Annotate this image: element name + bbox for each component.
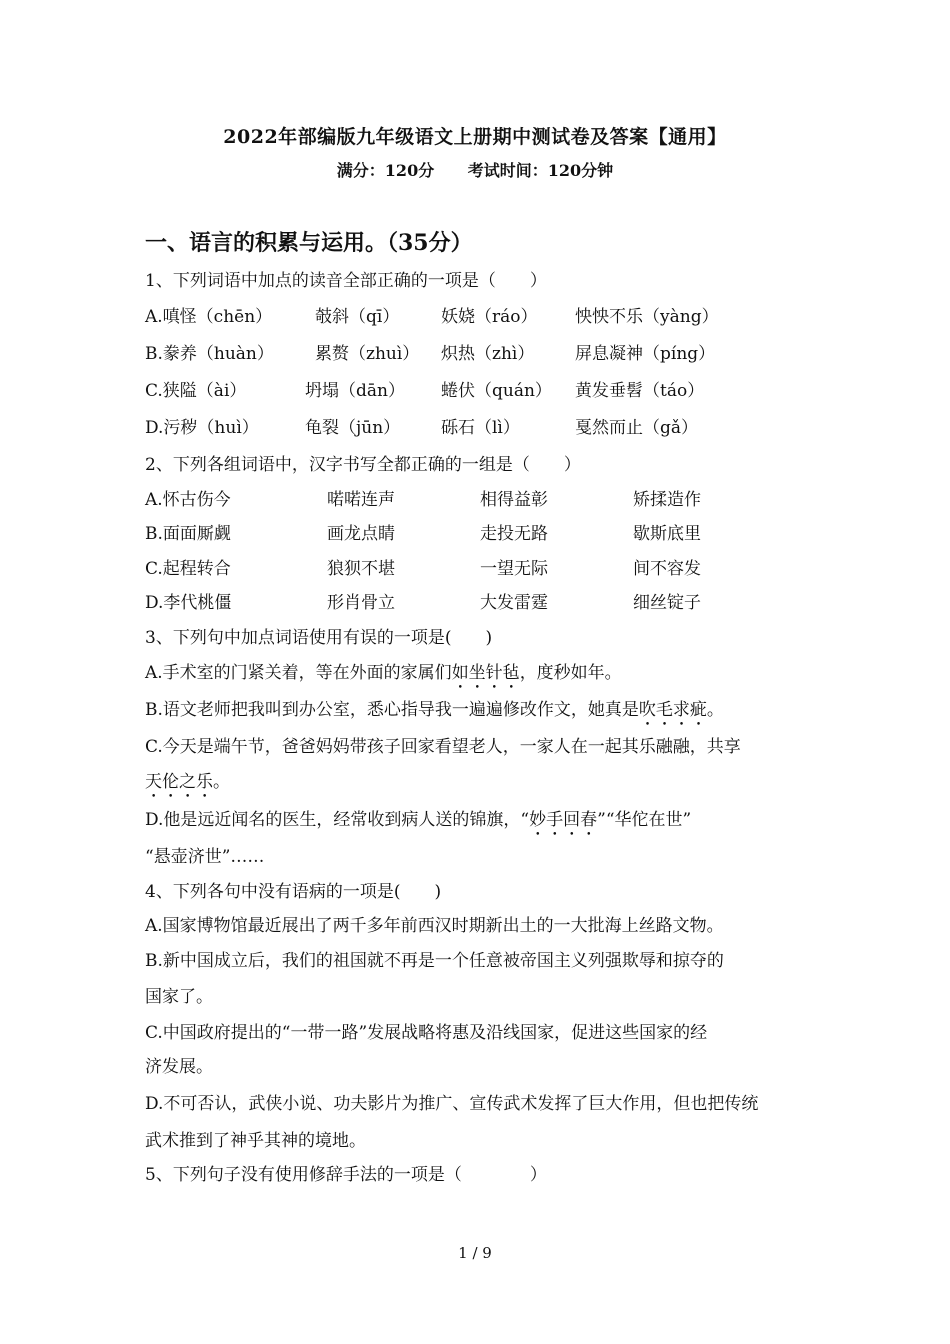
option-text: 。	[706, 700, 724, 720]
question-3-option-d-cont: “悬壶济世”……	[145, 847, 265, 867]
option-text: 。	[213, 772, 230, 792]
option-cell: B.豢养（huàn）	[145, 344, 274, 364]
option-cell: 走投无路	[480, 524, 548, 544]
option-cell: 矫揉造作	[633, 490, 701, 510]
option-cell: C.狭隘（ài）	[145, 381, 247, 401]
question-4-option-a: A.国家博物馆最近展出了两千多年前西汉时期新出土的一大批海上丝路文物。	[145, 916, 724, 936]
question-4-option-c-cont: 济发展。	[145, 1057, 213, 1077]
option-cell: A.怀古伤今	[145, 490, 231, 510]
option-cell: 相得益彰	[480, 490, 548, 510]
page-number: 1 / 9	[458, 1244, 492, 1262]
exam-time: 考试时间：120分钟	[467, 161, 614, 180]
question-4-option-b: B.新中国成立后，我们的祖国就不再是一个任意被帝国主义列强欺辱和掠夺的	[145, 951, 724, 971]
question-3-option-c-cont	[145, 767, 230, 802]
option-cell: 形肖骨立	[327, 593, 395, 613]
dotted-phrase: 天伦之乐	[145, 772, 213, 792]
option-cell: 妖娆（ráo）	[441, 307, 538, 327]
option-cell: 累赘（zhuì）	[315, 344, 420, 364]
option-cell: 屏息凝神（píng）	[575, 344, 716, 364]
option-cell: A.嗔怪（chēn）	[145, 307, 273, 327]
dotted-phrase: 吹毛求疵	[638, 700, 707, 720]
option-text: D.他是远近闻名的医生，经常收到病人送的锦旗，“	[145, 810, 530, 830]
question-2-stem: 2、下列各组词语中，汉字书写全都正确的一组是（ ）	[145, 455, 581, 475]
question-3-option-a	[145, 658, 622, 693]
question-4-stem: 4、下列各句中没有语病的一项是( )	[145, 882, 442, 902]
option-cell: 戛然而止（gǎ）	[575, 418, 699, 438]
option-cell: C.起程转合	[145, 559, 231, 579]
option-text: B.语文老师把我叫到办公室，悉心指导我一遍遍修改作文，她真是	[145, 700, 639, 720]
question-4-option-d: D.不可否认，武侠小说、功夫影片为推广、宣传武术发挥了巨大作用，但也把传统	[145, 1094, 759, 1114]
option-cell: 画龙点睛	[327, 524, 395, 544]
question-4-option-c: C.中国政府提出的“一带一路”发展战略将惠及沿线国家，促进这些国家的经	[145, 1023, 708, 1043]
question-4-option-b-cont: 国家了。	[145, 987, 213, 1007]
question-4-option-d-cont: 武术推到了神乎其神的境地。	[145, 1131, 366, 1151]
option-cell: 喏喏连声	[327, 490, 395, 510]
option-cell: 炽热（zhì）	[441, 344, 535, 364]
option-cell: B.面面厮觑	[145, 524, 231, 544]
dotted-phrase: 妙手回春	[529, 810, 598, 830]
option-text: ”“华佗在世”	[597, 810, 692, 830]
option-cell: D.污秽（huì）	[145, 418, 259, 438]
option-cell: 龟裂（jūn）	[305, 418, 401, 438]
option-cell: 怏怏不乐（yàng）	[575, 307, 719, 327]
option-cell: 一望无际	[480, 559, 548, 579]
option-cell: 细丝锭子	[633, 593, 701, 613]
option-cell: 攲斜（qī）	[315, 307, 400, 327]
option-cell: 大发雷霆	[480, 593, 548, 613]
question-3-option-b	[145, 695, 724, 730]
full-score: 满分：120分	[336, 161, 435, 180]
option-cell: 砾石（lì）	[441, 418, 520, 438]
option-cell: D.李代桃僵	[145, 593, 232, 613]
exam-info	[0, 158, 950, 181]
question-3-stem: 3、下列句中加点词语使用有误的一项是( )	[145, 628, 493, 648]
option-text: ，度秒如年。	[519, 663, 622, 683]
option-text: A.手术室的门紧关着，等在外面的家属们	[145, 663, 452, 683]
question-3-option-c: C.今天是端午节，爸爸妈妈带孩子回家看望老人，一家人在一起其乐融融，共享	[145, 737, 741, 757]
question-5-stem: 5、下列句子没有使用修辞手法的一项是（ ）	[145, 1165, 547, 1185]
question-1-stem: 1、下列词语中加点的读音全部正确的一项是（ ）	[145, 271, 547, 291]
option-cell: 狼狈不堪	[327, 559, 395, 579]
option-cell: 歇斯底里	[633, 524, 701, 544]
option-cell: 蜷伏（quán）	[441, 381, 552, 401]
question-3-option-d	[145, 805, 691, 840]
option-cell: 坍塌（dān）	[305, 381, 405, 401]
section-heading: 一、语言的积累与运用。（35分）	[145, 230, 473, 256]
option-cell: 间不容发	[633, 559, 701, 579]
page-title: 2022年部编版九年级语文上册期中测试卷及答案【通用】	[223, 126, 727, 148]
option-cell: 黄发垂髫（táo）	[575, 381, 705, 401]
dotted-phrase: 如坐针毡	[451, 663, 520, 683]
